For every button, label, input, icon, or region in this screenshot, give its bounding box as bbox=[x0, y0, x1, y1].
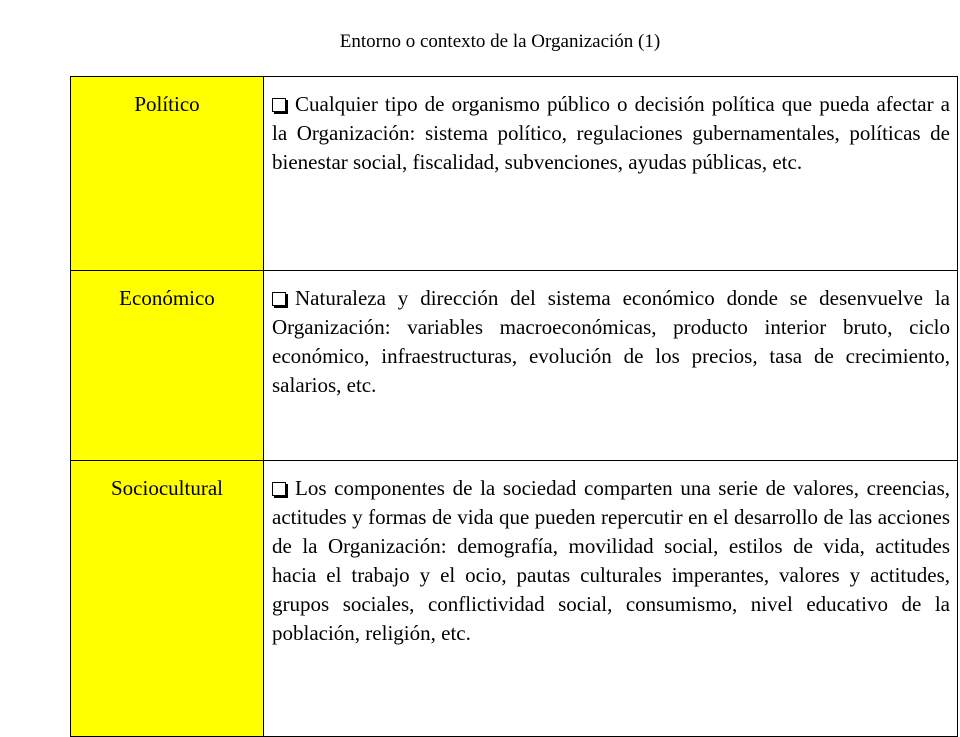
slide-title: Entorno o contexto de la Organización (1) bbox=[339, 31, 661, 52]
description-text: Los componentes de la sociedad comparten una serie de valores, creencias, actitudes y formas de vida que pueden repercutir en el desarrollo de las acciones de la Organización: demografía, movilidad social, estilos de vida, actitudes hacia el trabajo y el ocio, pautas culturales imperantes, valores y actitudes, grupos sociales, conflictividad social, consumismo, nivel educativo de la población, religión, etc. bbox=[272, 476, 950, 645]
environment-table bbox=[70, 76, 958, 737]
description-cell-sociocultural bbox=[264, 461, 958, 737]
category-cell-sociocultural: Sociocultural bbox=[71, 461, 264, 737]
category-cell-politico: Político bbox=[71, 77, 264, 271]
table-row bbox=[71, 77, 958, 271]
category-cell-economico: Económico bbox=[71, 271, 264, 461]
square-bullet-icon bbox=[272, 482, 286, 496]
description-text: Cualquier tipo de organismo público o decisión política que pueda afectar a la Organización: sistema político, regulaciones gubernamentales, políticas de bienestar social, fiscalidad, subvenciones, ayudas públicas, etc. bbox=[272, 92, 950, 174]
table-row bbox=[71, 271, 958, 461]
table-row bbox=[71, 461, 958, 737]
description-cell-economico bbox=[264, 271, 958, 461]
description-cell-politico bbox=[264, 77, 958, 271]
description-text: Naturaleza y dirección del sistema económico donde se desenvuelve la Organización: variables macroeconómicas, producto interior bruto, ciclo económico, infraestructuras, evolución de los precios, tasa de crecimiento, salarios, etc. bbox=[272, 286, 950, 397]
square-bullet-icon bbox=[272, 292, 286, 306]
square-bullet-icon bbox=[272, 98, 286, 112]
